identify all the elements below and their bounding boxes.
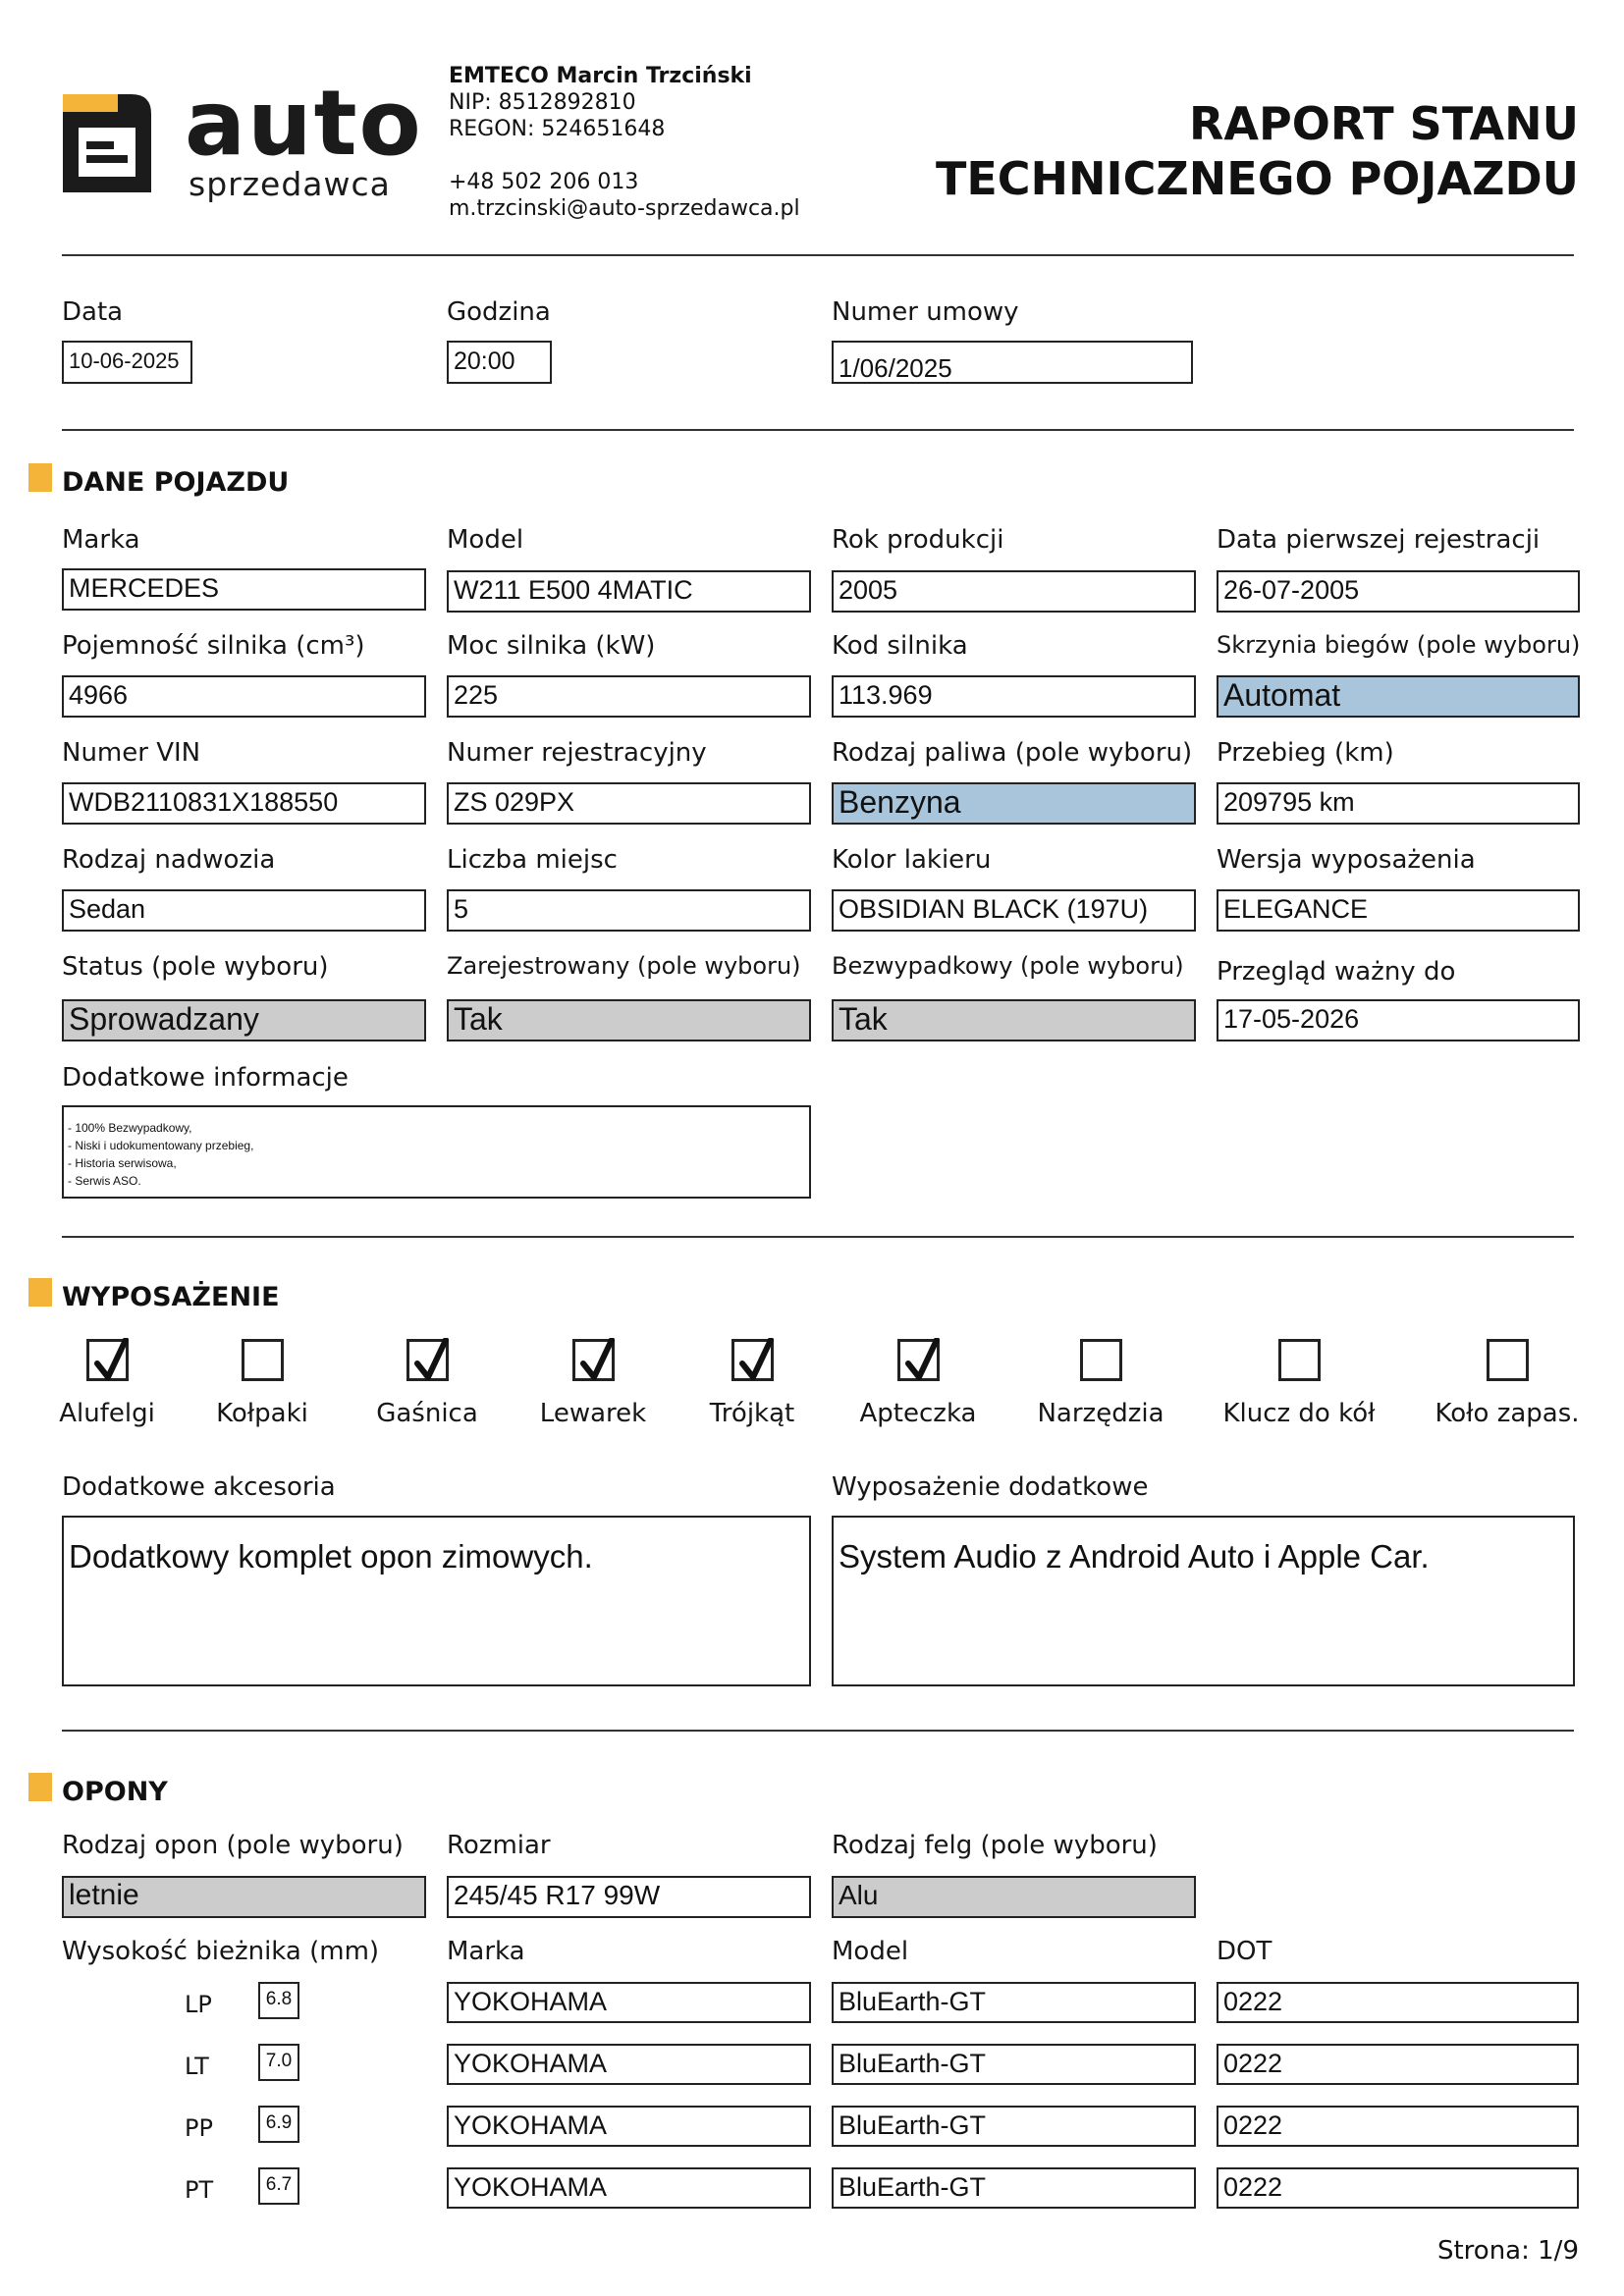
- tire-dot-field[interactable]: 0222: [1217, 2167, 1579, 2209]
- date-field[interactable]: 10-06-2025: [62, 341, 192, 384]
- checkbox-1[interactable]: [86, 1339, 129, 1381]
- section-title-vehicle: DANE POJAZDU: [62, 467, 290, 498]
- tire-dot-field[interactable]: 0222: [1217, 2106, 1579, 2147]
- date-label: Data: [62, 297, 124, 327]
- equipment-label: Trójkąt: [709, 1399, 795, 1428]
- page-number: Strona: 1/9: [1436, 2236, 1579, 2266]
- tread-depth-field[interactable]: 6.9: [258, 2106, 299, 2143]
- time-field[interactable]: 20:00: [447, 341, 552, 384]
- nr-rej-field[interactable]: ZS 029PX: [447, 782, 811, 825]
- checkbox-5[interactable]: [731, 1339, 774, 1381]
- przebieg-label: Przebieg (km): [1217, 738, 1394, 768]
- accessories-label: Dodatkowe akcesoria: [62, 1472, 336, 1502]
- przebieg-field[interactable]: 209795 km: [1217, 782, 1580, 825]
- pojemnosc-field[interactable]: 4966: [62, 675, 426, 718]
- contract-label: Numer umowy: [832, 297, 1019, 327]
- checkbox-6[interactable]: [897, 1339, 940, 1381]
- section-title-equipment: WYPOSAŻENIE: [62, 1282, 280, 1312]
- rok-field[interactable]: 2005: [832, 570, 1196, 613]
- rim-type-select[interactable]: Alu: [832, 1876, 1196, 1918]
- kod-field[interactable]: 113.969: [832, 675, 1196, 718]
- model-label: Model: [447, 525, 524, 555]
- marka-field[interactable]: MERCEDES: [62, 568, 426, 611]
- paliwo-select[interactable]: Benzyna: [832, 782, 1196, 825]
- checkmark-icon: [413, 1338, 453, 1383]
- bezwypadkowy-label: Bezwypadkowy (pole wyboru): [832, 952, 1184, 980]
- equipment-label: Alufelgi: [59, 1399, 155, 1428]
- tire-brand-field[interactable]: YOKOHAMA: [447, 2106, 811, 2147]
- checkmark-icon: [93, 1338, 133, 1383]
- tire-brand-field[interactable]: YOKOHAMA: [447, 2167, 811, 2209]
- checkmark-icon: [904, 1338, 944, 1383]
- logo-subword: sprzedawca: [189, 165, 391, 203]
- tire-model-field[interactable]: BluEarth-GT: [832, 1982, 1196, 2023]
- logo-word: auto: [185, 71, 423, 176]
- page-title: [936, 96, 1579, 206]
- equipment-label: Koło zapas.: [1435, 1399, 1580, 1428]
- section-marker: [28, 1773, 52, 1801]
- pojemnosc-label: Pojemność silnika (cm³): [62, 631, 365, 661]
- nadwozie-field[interactable]: Sedan: [62, 889, 426, 932]
- divider: [62, 1730, 1574, 1732]
- tire-model-field[interactable]: BluEarth-GT: [832, 2044, 1196, 2085]
- skrzynia-label: Skrzynia biegów (pole wyboru): [1217, 631, 1581, 659]
- company-regon: REGON: 524651648: [449, 117, 666, 141]
- rejestracja-label: Data pierwszej rejestracji: [1217, 525, 1541, 555]
- tire-dot-field[interactable]: 0222: [1217, 2044, 1579, 2085]
- tire-position: PT: [185, 2176, 214, 2204]
- miejsca-field[interactable]: 5: [447, 889, 811, 932]
- equipment-label: Kołpaki: [216, 1399, 308, 1428]
- checkbox-9[interactable]: [1487, 1339, 1529, 1381]
- tire-position: LT: [185, 2053, 209, 2080]
- przeglad-field[interactable]: 17-05-2026: [1217, 999, 1580, 1041]
- wersja-field[interactable]: ELEGANCE: [1217, 889, 1580, 932]
- accessories-textarea[interactable]: Dodatkowy komplet opon zimowych.: [62, 1516, 811, 1686]
- company-name: EMTECO Marcin Trzciński: [449, 64, 752, 88]
- equipment-label: Klucz do kół: [1222, 1399, 1376, 1428]
- page-title-line2: TECHNICZNEGO POJAZDU: [935, 152, 1579, 205]
- tread-depth-field[interactable]: 7.0: [258, 2044, 299, 2081]
- checkmark-icon: [579, 1338, 619, 1383]
- page-title-line1: RAPORT STANU: [1189, 97, 1579, 150]
- tire-type-select[interactable]: letnie: [62, 1876, 426, 1918]
- checkbox-7[interactable]: [1080, 1339, 1122, 1381]
- extra-equipment-textarea[interactable]: System Audio z Android Auto i Apple Car.: [832, 1516, 1575, 1686]
- rok-label: Rok produkcji: [832, 525, 1004, 555]
- nr-rej-label: Numer rejestracyjny: [447, 738, 707, 768]
- checkbox-4[interactable]: [572, 1339, 615, 1381]
- extra-info-line: - Niski i udokumentowany przebieg,: [68, 1139, 254, 1152]
- rim-type-label: Rodzaj felg (pole wyboru): [832, 1831, 1158, 1860]
- kolor-field[interactable]: OBSIDIAN BLACK (197U): [832, 889, 1196, 932]
- moc-label: Moc silnika (kW): [447, 631, 656, 661]
- status-select[interactable]: Sprowadzany: [62, 999, 426, 1041]
- tire-size-label: Rozmiar: [447, 1831, 551, 1860]
- tire-brand-label: Marka: [447, 1937, 525, 1966]
- tread-depth-field[interactable]: 6.8: [258, 1982, 299, 2019]
- skrzynia-select[interactable]: Automat: [1217, 675, 1580, 718]
- tire-model-field[interactable]: BluEarth-GT: [832, 2167, 1196, 2209]
- checkbox-2[interactable]: [242, 1339, 284, 1381]
- tread-label: Wysokość bieżnika (mm): [62, 1937, 380, 1966]
- marka-label: Marka: [62, 525, 140, 555]
- tread-depth-field[interactable]: 6.7: [258, 2167, 299, 2205]
- vin-label: Numer VIN: [62, 738, 201, 768]
- vin-field[interactable]: WDB2110831X188550: [62, 782, 426, 825]
- company-phone: +48 502 206 013: [449, 170, 639, 194]
- tire-brand-field[interactable]: YOKOHAMA: [447, 1982, 811, 2023]
- rejestracja-field[interactable]: 26-07-2005: [1217, 570, 1580, 613]
- extra-equipment-label: Wyposażenie dodatkowe: [832, 1472, 1149, 1502]
- zarejestrowany-select[interactable]: Tak: [447, 999, 811, 1041]
- equipment-label: Narzędzia: [1037, 1399, 1164, 1428]
- tire-position: LP: [185, 1991, 212, 2018]
- paliwo-label: Rodzaj paliwa (pole wyboru): [832, 738, 1193, 768]
- divider: [62, 254, 1574, 256]
- divider: [62, 429, 1574, 431]
- extra-info-textarea[interactable]: [62, 1105, 811, 1199]
- company-info: [449, 63, 800, 222]
- tire-brand-field[interactable]: YOKOHAMA: [447, 2044, 811, 2085]
- status-label: Status (pole wyboru): [62, 952, 329, 982]
- tire-dot-label: DOT: [1217, 1937, 1272, 1966]
- extra-info-line: - Serwis ASO.: [68, 1174, 141, 1188]
- extra-info-label: Dodatkowe informacje: [62, 1063, 349, 1093]
- checkmark-icon: [738, 1338, 778, 1383]
- time-label: Godzina: [447, 297, 551, 327]
- company-email: m.trzcinski@auto-sprzedawca.pl: [449, 196, 800, 221]
- miejsca-label: Liczba miejsc: [447, 845, 618, 875]
- checkbox-3[interactable]: [406, 1339, 449, 1381]
- checkbox-8[interactable]: [1278, 1339, 1321, 1381]
- equipment-label: Apteczka: [859, 1399, 977, 1428]
- kolor-label: Kolor lakieru: [832, 845, 992, 875]
- extra-info-line: - 100% Bezwypadkowy,: [68, 1121, 192, 1135]
- extra-info-line: - Historia serwisowa,: [68, 1156, 177, 1170]
- section-marker: [28, 1278, 52, 1307]
- equipment-label: Lewarek: [539, 1399, 647, 1428]
- section-marker: [28, 463, 52, 492]
- divider: [62, 1236, 1574, 1238]
- moc-field[interactable]: 225: [447, 675, 811, 718]
- nadwozie-label: Rodzaj nadwozia: [62, 845, 276, 875]
- tire-model-field[interactable]: BluEarth-GT: [832, 2106, 1196, 2147]
- zarejestrowany-label: Zarejestrowany (pole wyboru): [447, 952, 801, 980]
- tire-position: PP: [185, 2114, 213, 2142]
- equipment-label: Gaśnica: [376, 1399, 478, 1428]
- tire-type-label: Rodzaj opon (pole wyboru): [62, 1831, 404, 1860]
- kod-label: Kod silnika: [832, 631, 968, 661]
- section-title-tires: OPONY: [62, 1777, 168, 1807]
- model-field[interactable]: W211 E500 4MATIC: [447, 570, 811, 613]
- contract-field[interactable]: 1/06/2025: [832, 341, 1193, 384]
- przeglad-label: Przegląd ważny do: [1217, 957, 1456, 987]
- bezwypadkowy-select[interactable]: Tak: [832, 999, 1196, 1041]
- wersja-label: Wersja wyposażenia: [1217, 845, 1476, 875]
- company-nip: NIP: 8512892810: [449, 90, 636, 115]
- tire-size-field[interactable]: 245/45 R17 99W: [447, 1876, 811, 1918]
- tire-model-label: Model: [832, 1937, 909, 1966]
- tire-dot-field[interactable]: 0222: [1217, 1982, 1579, 2023]
